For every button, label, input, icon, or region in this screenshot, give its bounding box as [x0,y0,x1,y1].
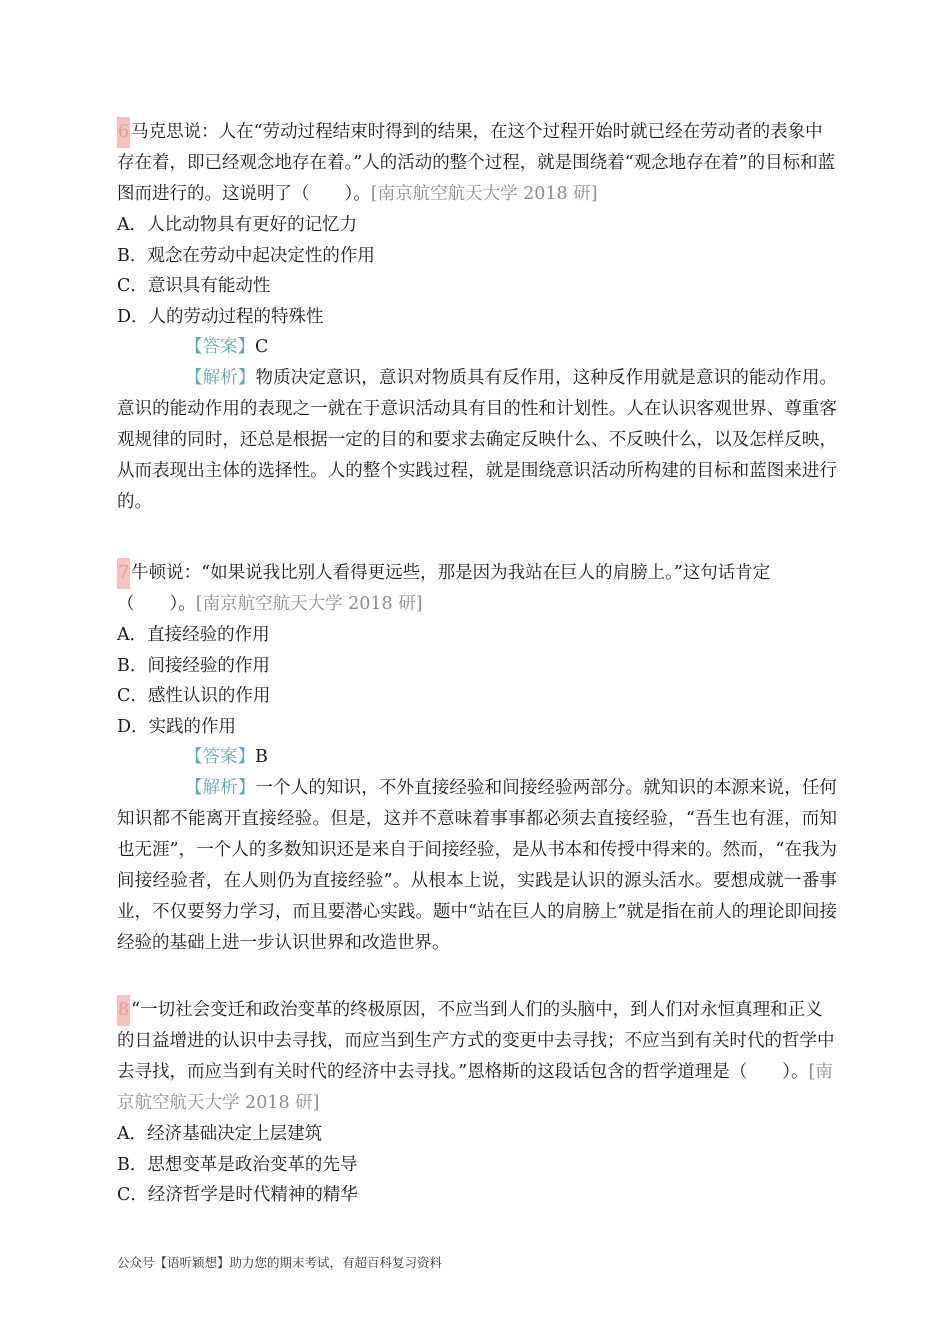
option-c: C．经济哲学是时代精神的精华 [117,1185,358,1205]
question-stem [117,995,837,1119]
question-source: [南京航空航天大学 2018 研] [195,594,423,614]
question-6 [117,117,837,518]
option-b: B．思想变革是政治变革的先导 [117,1154,358,1175]
question-source: [南京航空航天大学 2018 研] [370,184,598,204]
question-7 [117,558,837,959]
answer-line [117,742,837,773]
option-c: C．感性认识的作用 [117,686,271,706]
stem-text: 马克思说：人在“劳动过程结束时得到的结果，在这个过程开始时就已经在劳动者的表象中存在着，即已经观念地存在着。”人的活动的整个过程，就是围绕着“观念地存在着”的目标和蓝图而进行的。这说明了（ ）。 [117,122,836,204]
option-a: A．经济基础决定上层建筑 [117,1124,323,1144]
explanation-text: 一个人的知识，不外直接经验和间接经验两部分。就知识的本源来说，任何知识都不能离开直接经验。但是，这并不意味着事事都必须去直接经验，“吾生也有涯，而知也无涯”，一个人的多数知识还是来自于间接经验，是从书本和传授中得来的。然而，“在我为间接经验者，在人则仍为直接经验”。从根本上说，实践是认识的源头活水。要想成就一番事业，不仅要努力学习，而且要潜心实践。题中“站在巨人的肩膀上”就是指在前人的理论即间接经验的基础上进一步认识世界和改造世界。 [117,778,837,953]
explanation-tag: 【解析】 [185,778,256,798]
explanation [117,363,837,518]
option-a: A．人比动物具有更好的记忆力 [117,215,358,235]
question-stem [117,117,837,210]
question-source: [南京航空航天大学 2018 研] [117,1062,833,1113]
explanation-tag: 【解析】 [185,368,256,388]
question-stem [117,558,837,620]
answer-tag: 【答案】 [185,747,255,767]
answer-tag: 【答案】 [185,337,255,357]
question-number: 6 [117,117,130,148]
answer-line [117,332,837,363]
page-footer: 公众号【语听颖想】助力您的期末考试，有超百科复习资料 [117,1255,443,1270]
question-8 [117,995,837,1211]
explanation [117,773,837,959]
option-a: A．直接经验的作用 [117,625,270,645]
stem-text: “一切社会变迁和政治变革的终极原因，不应当到人们的头脑中，到人们对永恒真理和正义的日益增进的认识中去寻找，而应当到生产方式的变更中去寻找；不应当到有关时代的哲学中去寻找，而应当到有关时代的经济中去寻找。”恩格斯的这段话包含的哲学道理是（ ）。 [117,1000,835,1082]
option-b: B．观念在劳动中起决定性的作用 [117,245,375,266]
option-c: C．意识具有能动性 [117,276,271,296]
stem-text: 牛顿说：“如果说我比别人看得更远些，那是因为我站在巨人的肩膀上。”这句话肯定（ ）。 [117,563,771,614]
option-d: D．人的劳动过程的特殊性 [117,306,324,327]
answer-value: C [255,337,269,357]
option-b: B．间接经验的作用 [117,655,270,676]
question-number: 7 [117,558,130,589]
explanation-text: 物质决定意识，意识对物质具有反作用，这种反作用就是意识的能动作用。意识的能动作用的表现之一就在于意识活动具有目的性和计划性。人在认识客观世界、尊重客观规律的同时，还总是根据一定的目的和要求去确定反映什么、不反映什么，以及怎样反映，从而表现出主体的选择性。人的整个实践过程，就是围绕意识活动所构建的目标和蓝图来进行的。 [117,368,837,512]
question-number: 8 [117,995,130,1026]
option-d: D．实践的作用 [117,716,237,737]
answer-value: B [255,747,268,767]
